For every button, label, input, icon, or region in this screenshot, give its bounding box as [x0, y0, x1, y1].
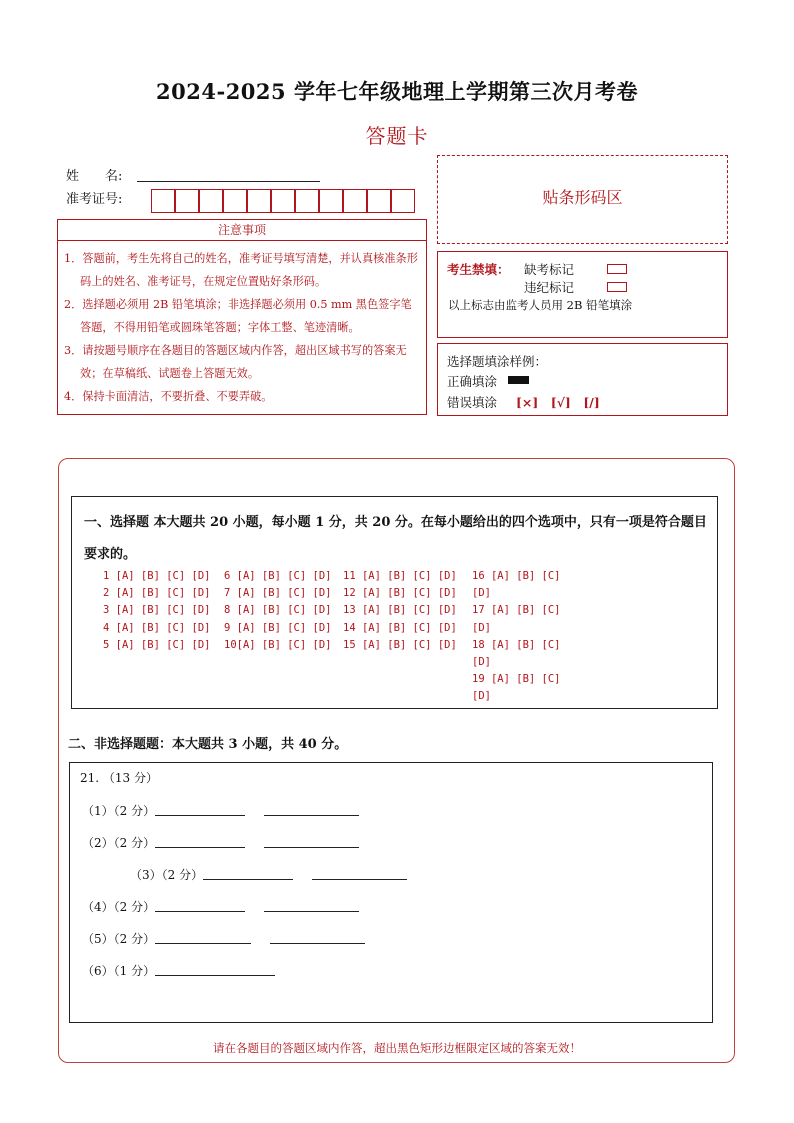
violation-label: 违纪标记	[524, 280, 575, 295]
exam-id-digit-box[interactable]	[319, 189, 343, 213]
name-field[interactable]	[137, 181, 320, 182]
mcq-heading: 一、选择题 本大题共 20 小题，每小题 1 分，共 20 分。在每小题给出的四个选项中，只有一项是符合题目要求的。	[84, 515, 707, 562]
mcq-option-row[interactable]: [D]	[472, 587, 491, 600]
q21-part3-blank-a[interactable]	[203, 879, 293, 880]
q21-part3-blank-b[interactable]	[312, 879, 407, 880]
exam-id-digit-box[interactable]	[199, 189, 223, 213]
id-label: 准考证号:	[66, 192, 123, 207]
mcq-option-row[interactable]: 18 [A] [B] [C]	[472, 638, 561, 651]
exam-id-digit-box[interactable]	[343, 189, 367, 213]
wrong-label: 错误填涂	[447, 395, 498, 410]
forbid-note: 以上标志由监考人员用 2B 铅笔填涂	[448, 298, 633, 312]
exam-id-digit-box[interactable]	[271, 189, 295, 213]
q21-part5-blank-a[interactable]	[155, 943, 251, 944]
mcq-option-row[interactable]: 17 [A] [B] [C]	[472, 604, 561, 617]
mcq-option-row[interactable]: 12 [A] [B] [C] [D]	[343, 587, 457, 600]
mcq-option-row[interactable]: 11 [A] [B] [C] [D]	[343, 570, 457, 582]
q21-part5-label: （5）（2 分）	[82, 932, 156, 946]
mcq-option-row[interactable]: 3 [A] [B] [C] [D]	[103, 604, 211, 617]
mcq-option-row[interactable]: 16 [A] [B] [C]	[472, 570, 561, 582]
q21-part1-label: （1）（2 分）	[82, 804, 156, 818]
notice-item: 3．请按题号顺序在各题目的答题区域内作答，超出区域书写的答案无效；在草稿纸、试题卷上答题无效。	[64, 344, 407, 380]
wrong-fill-samples: [×] [√] [/]	[516, 395, 600, 410]
mcq-option-row[interactable]: [D]	[472, 690, 491, 703]
correct-fill-sample	[508, 376, 529, 384]
q21-part4-label: （4）（2 分）	[82, 900, 156, 914]
q21-part6-blank[interactable]	[155, 975, 275, 976]
exam-id-digit-box[interactable]	[151, 189, 175, 213]
correct-label: 正确填涂	[447, 374, 498, 389]
q21-part5-blank-b[interactable]	[270, 943, 365, 944]
notice-item: 1．答题前，考生先将自己的姓名，准考证号填写清楚，并认真核准条形码上的姓名、准考证号，在规定位置贴好条形码。	[64, 252, 418, 288]
page-title: 2024-2025 学年七年级地理上学期第三次月考卷	[156, 79, 638, 104]
sample-title: 选择题填涂样例：	[447, 354, 548, 369]
q21-answer-box	[69, 762, 713, 1023]
exam-id-digit-box[interactable]	[295, 189, 319, 213]
mcq-option-row[interactable]: 7 [A] [B] [C] [D]	[224, 587, 332, 600]
q21-part2-label: （2）（2 分）	[82, 836, 156, 850]
forbid-label: 考生禁填：	[447, 262, 510, 277]
absent-label: 缺考标记	[524, 262, 575, 277]
footer-warning: 请在各题目的答题区域内作答，超出黑色矩形边框限定区域的答案无效！	[213, 1041, 581, 1055]
mcq-option-row[interactable]: 9 [A] [B] [C] [D]	[224, 621, 332, 634]
mcq-option-row[interactable]: [D]	[472, 621, 491, 634]
mcq-section	[71, 496, 718, 709]
q21-part6-label: （6）（1 分）	[82, 964, 156, 978]
proctor-marks-box	[437, 251, 728, 338]
exam-id-digit-box[interactable]	[175, 189, 199, 213]
notice-item: 2．选择题必须用 2B 铅笔填涂；非选择题必须用 0.5 mm 黑色签字笔答题，不得用铅笔或圆珠笔答题；字体工整、笔迹清晰。	[64, 298, 412, 334]
mcq-option-row[interactable]: 6 [A] [B] [C] [D]	[224, 570, 332, 582]
exam-id-digit-box[interactable]	[391, 189, 415, 213]
q21-label: 21. （13 分）	[80, 771, 158, 785]
name-label: 姓 名:	[66, 169, 123, 184]
mcq-option-row[interactable]: [D]	[472, 656, 491, 668]
absent-mark-box[interactable]	[607, 264, 627, 274]
mcq-option-row[interactable]: 13 [A] [B] [C] [D]	[343, 604, 457, 617]
mcq-option-row[interactable]: 8 [A] [B] [C] [D]	[224, 604, 332, 617]
q21-part2-blank-b[interactable]	[264, 847, 359, 848]
notice-heading: 注意事项	[57, 219, 427, 241]
mcq-option-row[interactable]: 14 [A] [B] [C] [D]	[343, 621, 457, 634]
mcq-option-row[interactable]: 4 [A] [B] [C] [D]	[103, 621, 211, 634]
q21-part3-label: （3）（2 分）	[130, 868, 204, 882]
exam-id-digit-box[interactable]	[247, 189, 271, 213]
page-subtitle: 答题卡	[365, 124, 429, 148]
mcq-option-row[interactable]: 5 [A] [B] [C] [D]	[103, 638, 211, 651]
notice-item: 4．保持卡面清洁，不要折叠、不要弄破。	[64, 390, 273, 403]
mcq-option-row[interactable]: 10[A] [B] [C] [D]	[224, 638, 332, 651]
mcq-option-row[interactable]: 2 [A] [B] [C] [D]	[103, 587, 211, 600]
exam-id-boxes[interactable]	[151, 189, 416, 213]
q21-part4-blank-b[interactable]	[264, 911, 359, 912]
exam-id-digit-box[interactable]	[367, 189, 391, 213]
mcq-option-row[interactable]: 15 [A] [B] [C] [D]	[343, 638, 457, 651]
q21-part2-blank-a[interactable]	[155, 847, 245, 848]
q21-part1-blank-a[interactable]	[155, 815, 245, 816]
mcq-option-row[interactable]: 1 [A] [B] [C] [D]	[103, 570, 211, 582]
barcode-area: 贴条形码区	[437, 155, 728, 244]
fill-sample-box	[437, 343, 728, 416]
q21-part1-blank-b[interactable]	[264, 815, 359, 816]
q21-part4-blank-a[interactable]	[155, 911, 245, 912]
violation-mark-box[interactable]	[607, 282, 627, 292]
section2-heading: 二、非选择题题：本大题共 3 小题，共 40 分。	[68, 737, 348, 752]
mcq-option-row[interactable]: 19 [A] [B] [C]	[472, 673, 561, 686]
notice-body	[57, 241, 427, 415]
exam-id-digit-box[interactable]	[223, 189, 247, 213]
